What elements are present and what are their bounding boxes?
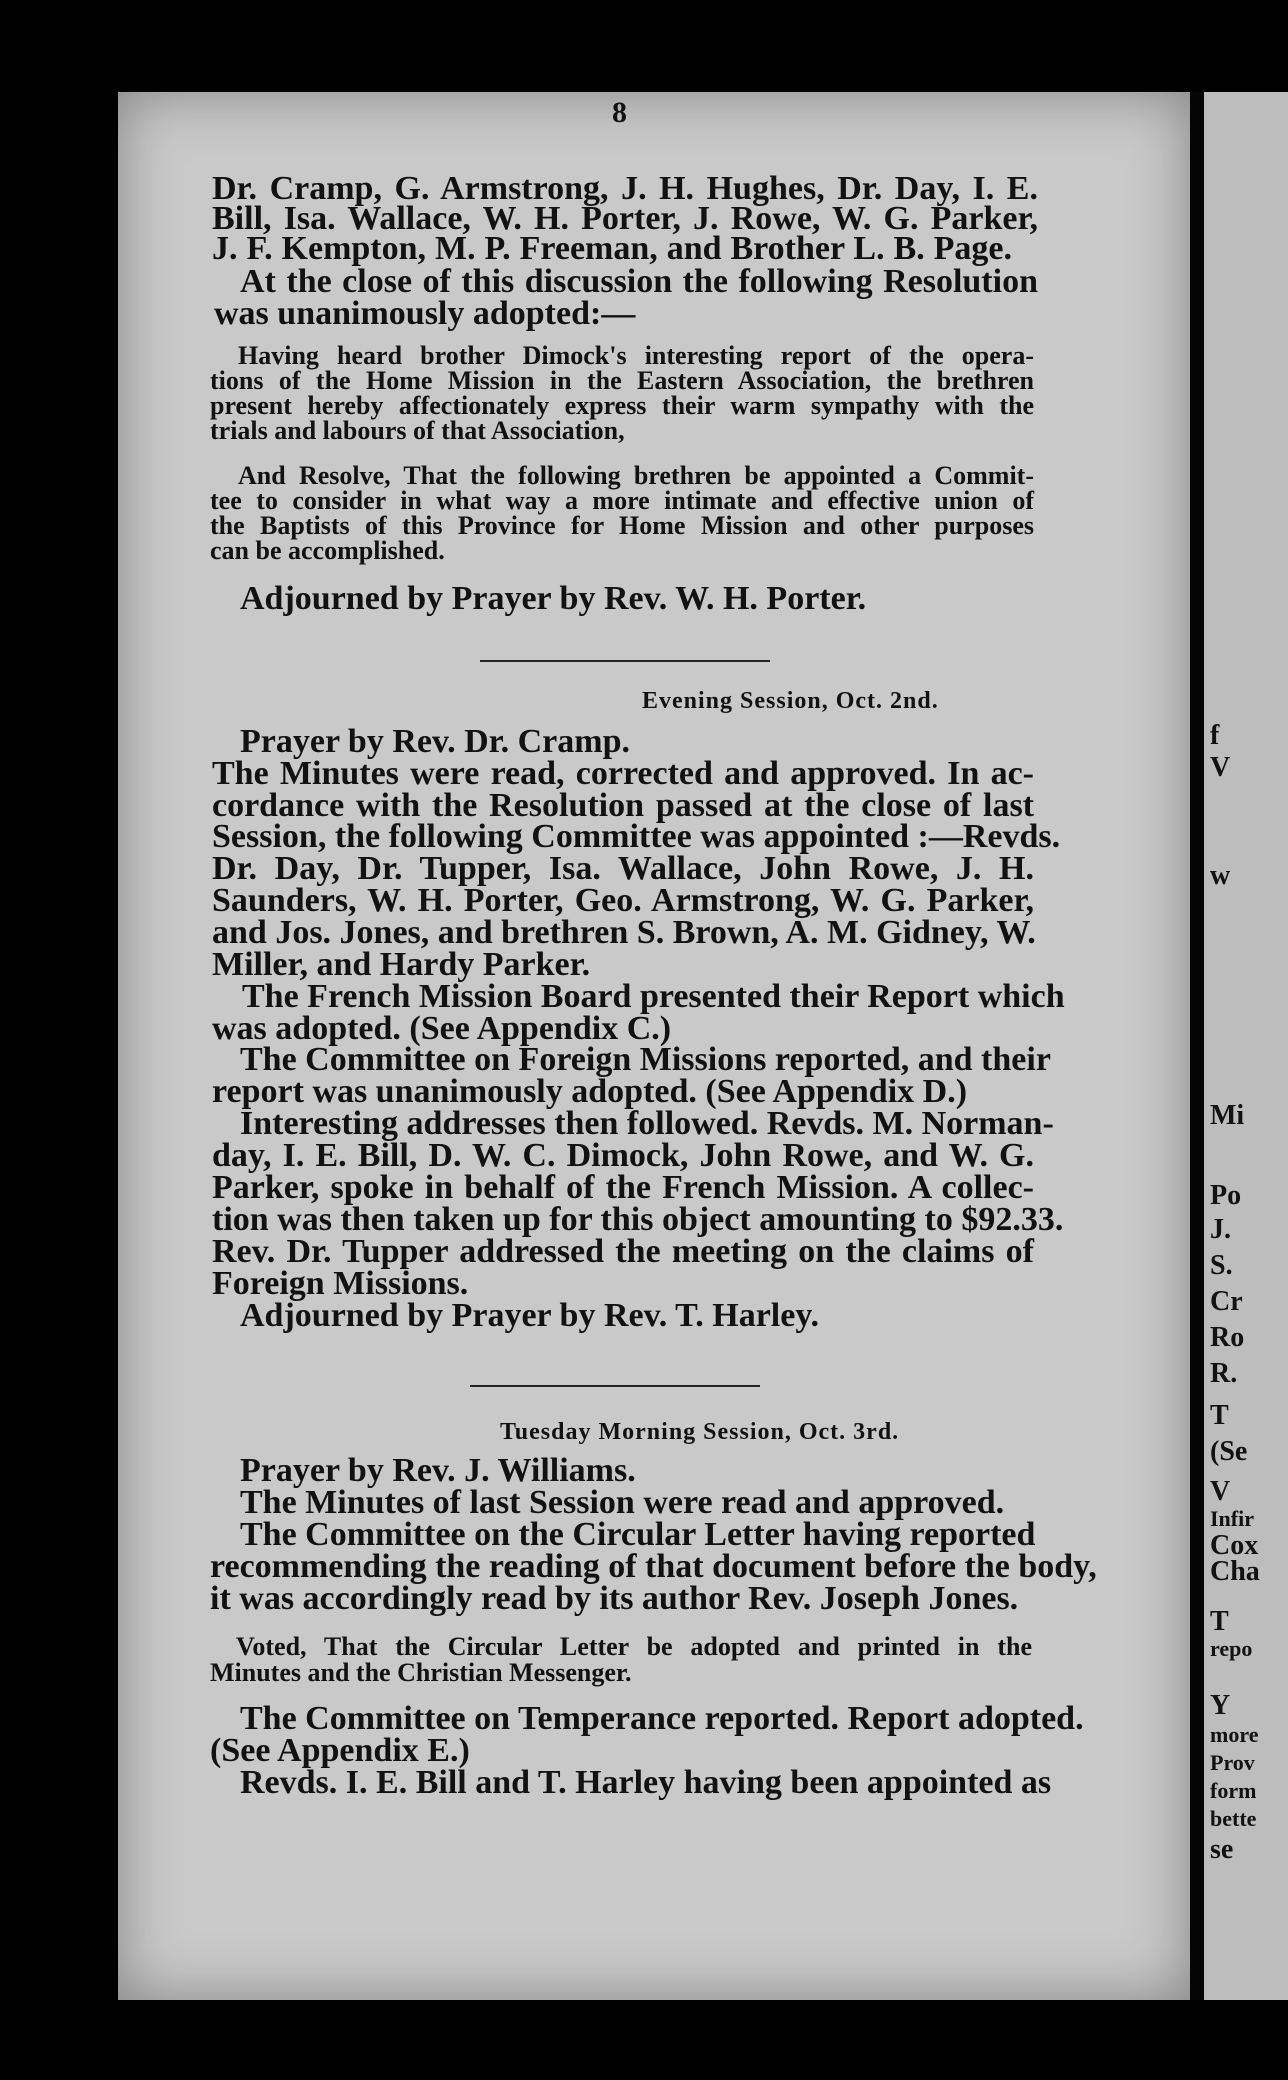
minutes-line-7: Miller, and Hardy Parker. [212,946,591,983]
adjacent-page-fragment: T [1210,1606,1229,1637]
adjacent-page-fragment: V [1210,1476,1231,1507]
minutes-line-5: Saunders, W. H. Porter, Geo. Armstrong, W. G. Parker, [212,882,1034,919]
adjourned-line-1: Adjourned by Prayer by Rev. W. H. Porter. [240,580,867,617]
adjacent-page-fragment: (Se [1210,1436,1248,1467]
adjacent-page-fragment: Cox [1210,1530,1259,1561]
discussion-line-1: At the close of this discussion the following Resolution [240,263,1038,300]
resolve-line-3: the Baptists of this Province for Home Mission and other purposes [210,511,1034,540]
adjacent-page-fragment: J. [1210,1214,1231,1245]
addresses-line-1: Interesting addresses then followed. Revds. M. Norman- [240,1105,1054,1142]
addresses-line-6: Foreign Missions. [212,1265,469,1302]
adjacent-page-fragment: bette [1210,1806,1257,1831]
minutes-line-1: The Minutes were read, corrected and approved. In ac- [212,755,1034,792]
members-line-1: Dr. Cramp, G. Armstrong, J. H. Hughes, Dr. Day, I. E. [212,170,1038,207]
adjacent-page-fragment: Infir [1210,1506,1254,1531]
resolution-line-3: present hereby affectionately express their warm sympathy with the [210,391,1034,420]
adjacent-page-fragment: se [1210,1834,1234,1865]
temperance-line-2: (See Appendix E.) [210,1732,470,1769]
circular-line-2: recommending the reading of that document before the body, [210,1548,1097,1585]
adjacent-page-fragment: T [1210,1400,1229,1431]
resolve-line-2: tee to consider in what way a more intimate and effective union of [210,486,1034,515]
circular-line-3: it was accordingly read by its author Rev. Joseph Jones. [210,1580,1019,1617]
minutes-line-3: Session, the following Committee was appointed :—Revds. [212,818,1061,855]
addresses-line-5: Rev. Dr. Tupper addressed the meeting on the claims of [212,1233,1034,1270]
tuesday-prayer: Prayer by Rev. J. Williams. [240,1452,636,1489]
adjacent-page-fragment: R. [1210,1358,1238,1389]
adjacent-page-fragment: form [1210,1778,1257,1803]
adjacent-page-fragment: Y [1210,1690,1231,1721]
resolve-line-4: can be accomplished. [210,536,445,565]
adjacent-page-fragment: more [1210,1722,1259,1747]
addresses-line-2: day, I. E. Bill, D. W. C. Dimock, John Rowe, and W. G. [212,1137,1034,1174]
page-number: 8 [612,96,627,129]
section-divider-rule [480,660,770,662]
adjacent-page-fragment: Cha [1210,1556,1260,1587]
members-line-2: Bill, Isa. Wallace, W. H. Porter, J. Rowe, W. G. Parker, [212,200,1038,237]
resolve-line-1: And Resolve, That the following brethren be appointed a Commit- [238,461,1034,490]
discussion-line-2: was unanimously adopted:— [214,295,636,332]
evening-session-heading: Evening Session, Oct. 2nd. [642,688,939,714]
adjacent-page-fragment: Prov [1210,1750,1255,1775]
resolution-line-2: tions of the Home Mission in the Eastern Association, the brethren [210,366,1034,395]
addresses-line-3: Parker, spoke in behalf of the French Mission. A collec- [212,1169,1034,1206]
minutes-line-2: cordance with the Resolution passed at the close of last [212,787,1034,824]
adjacent-page-fragment: Po [1210,1180,1242,1211]
resolution-line-4: trials and labours of that Association, [210,416,625,445]
adjacent-page-fragment: f [1210,720,1220,751]
voted-line-2: Minutes and the Christian Messenger. [210,1658,632,1687]
adjacent-page-fragment: repo [1210,1636,1253,1661]
members-line-3: J. F. Kempton, M. P. Freeman, and Brother L. B. Page. [212,230,1012,267]
adjacent-page-fragment: Mi [1210,1100,1245,1131]
tuesday-session-heading: Tuesday Morning Session, Oct. 3rd. [500,1419,900,1445]
evening-prayer: Prayer by Rev. Dr. Cramp. [240,723,631,760]
temperance-line-1: The Committee on Temperance reported. Report adopted. [240,1700,1084,1737]
minutes-line-4: Dr. Day, Dr. Tupper, Isa. Wallace, John Rowe, J. H. [212,850,1034,887]
adjacent-page-fragment: V [1210,752,1231,783]
adjacent-page-fragment: S. [1210,1250,1233,1281]
french-line-1: The French Mission Board presented their Report which [242,978,1065,1015]
adjacent-page-fragment: w [1210,860,1231,891]
adjacent-page-fragment: Ro [1210,1322,1245,1353]
foreign-line-2: report was unanimously adopted. (See Appendix D.) [212,1073,968,1110]
circular-line-1: The Committee on the Circular Letter having reported [240,1516,1036,1553]
foreign-line-1: The Committee on Foreign Missions reported, and their [240,1041,1051,1078]
resolution-line-1: Having heard brother Dimock's interesting report of the opera- [238,341,1034,370]
minutes-line-6: and Jos. Jones, and brethren S. Brown, A. M. Gidney, W. [212,914,1036,951]
adjacent-page-fragment: Cr [1210,1286,1243,1317]
voted-line-1: Voted, That the Circular Letter be adopted and printed in the [236,1632,1032,1661]
section-divider-rule [470,1385,760,1387]
appointed-line: Revds. I. E. Bill and T. Harley having been appointed as [240,1764,1052,1801]
french-line-2: was adopted. (See Appendix C.) [212,1010,672,1047]
adjacent-page-edge [1204,92,1288,2000]
page-gutter [1190,92,1204,2000]
addresses-line-4: tion was then taken up for this object amounting to $92.33. [212,1201,1064,1238]
adjourned-line-2: Adjourned by Prayer by Rev. T. Harley. [240,1297,819,1334]
tuesday-minutes: The Minutes of last Session were read and approved. [240,1484,1005,1521]
